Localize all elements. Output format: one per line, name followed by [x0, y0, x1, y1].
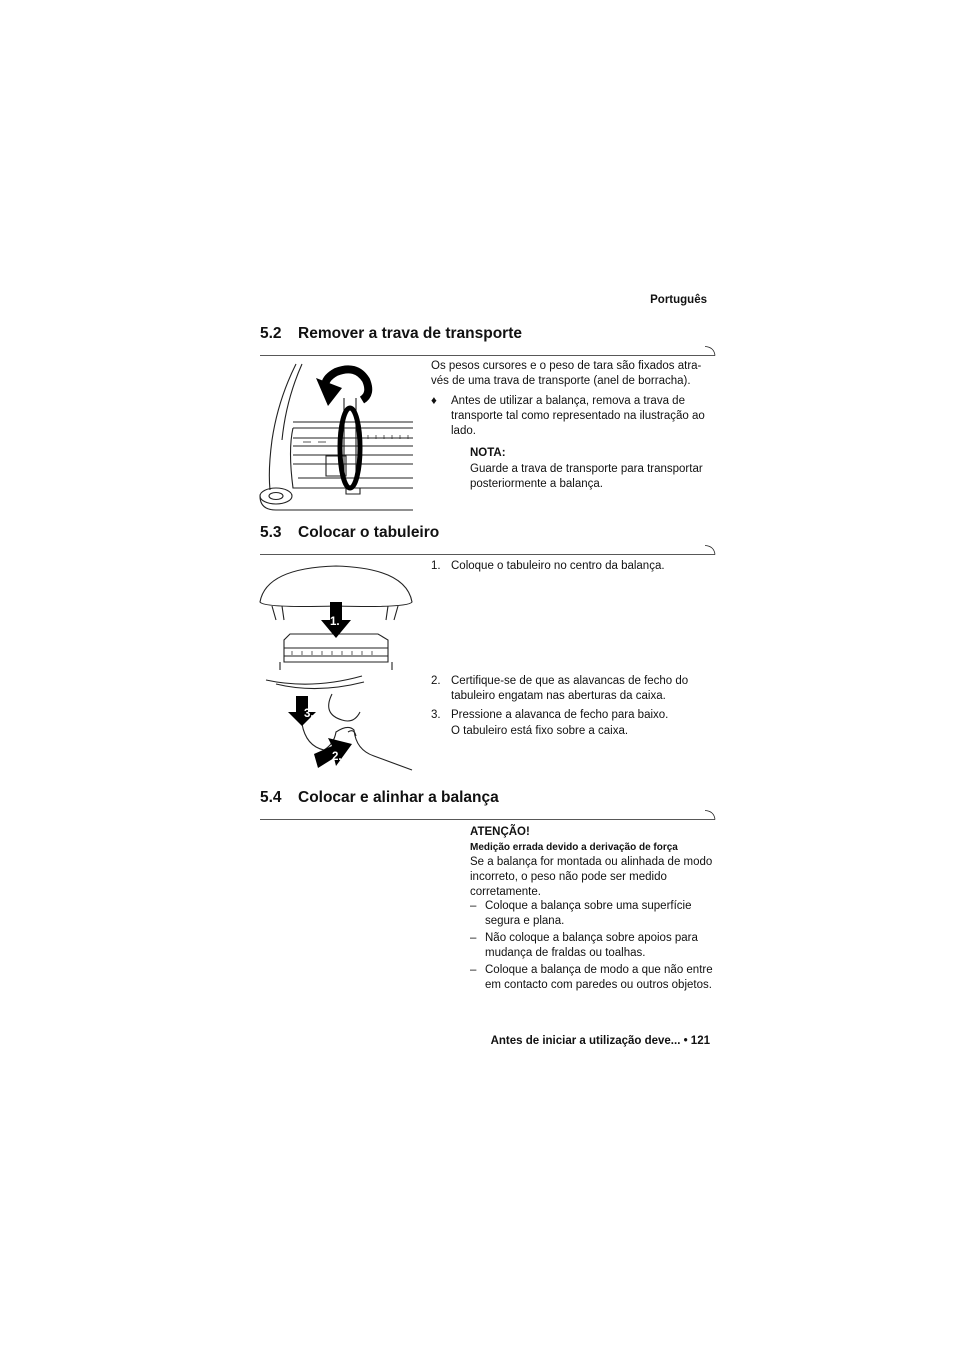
figure-label: 3.: [304, 708, 314, 720]
warning-label: ATENÇÃO!: [470, 826, 530, 838]
section-rule: [260, 545, 715, 555]
section-heading-5-3: [260, 524, 439, 542]
dash-icon: –: [470, 964, 477, 976]
bullet-text: Antes de utilizar a balança, remova a trava de transporte tal como representado na ilustração ao lado.: [451, 395, 705, 437]
warning-item: Coloque a balança de modo a que não entre em contacto com paredes ou outros objetos.: [485, 964, 713, 991]
section-intro: Os pesos cursores e o peso de tara são fixados atra-vés de uma trava de transporte (anel de borracha).: [431, 360, 702, 387]
transport-lock-illustration: [258, 360, 416, 512]
section-title: Remover a trava de transporte: [298, 325, 522, 342]
page-footer: Antes de iniciar a utilização deve... • 121: [490, 1035, 710, 1047]
section-heading-5-2: [260, 325, 522, 343]
warning-subtitle: Medição errada devido a derivação de força: [470, 842, 678, 853]
warning-item: Não coloque a balança sobre apoios para mudança de fraldas ou toalhas.: [485, 932, 698, 959]
language-label: Português: [650, 294, 707, 306]
step-number: 2.: [431, 675, 441, 687]
dash-icon: –: [470, 900, 477, 912]
section-heading-5-4: [260, 789, 499, 807]
warning-text: Se a balança for montada ou alinhada de modo incorreto, o peso não pode ser medido corretamente.: [470, 856, 713, 898]
step-text: Certifique-se de que as alavancas de fecho do tabuleiro engatam nas aberturas da caixa.: [451, 675, 689, 702]
section-number: 5.3: [260, 524, 282, 541]
step-result: O tabuleiro está fixo sobre a caixa.: [451, 725, 629, 737]
section-number: 5.2: [260, 325, 282, 342]
dash-icon: –: [470, 932, 477, 944]
bullet-icon: ♦: [431, 395, 437, 407]
note-text: Guarde a trava de transporte para transportar posteriormente a balança.: [470, 463, 703, 490]
section-title: Colocar e alinhar a balança: [298, 789, 499, 806]
step-number: 1.: [431, 560, 441, 572]
section-number: 5.4: [260, 789, 282, 806]
figure-label: 1.: [330, 616, 340, 628]
step-text: Pressione a alavanca de fecho para baixo.: [451, 709, 669, 721]
note-label: NOTA:: [470, 447, 506, 459]
warning-item: Coloque a balança sobre uma superfície segura e plana.: [485, 900, 692, 927]
section-title: Colocar o tabuleiro: [298, 524, 440, 541]
step-text: Coloque o tabuleiro no centro da balança.: [451, 560, 665, 572]
section-rule: [260, 346, 715, 356]
section-rule: [260, 810, 715, 820]
figure-label: 2.: [332, 751, 342, 763]
step-number: 3.: [431, 709, 441, 721]
